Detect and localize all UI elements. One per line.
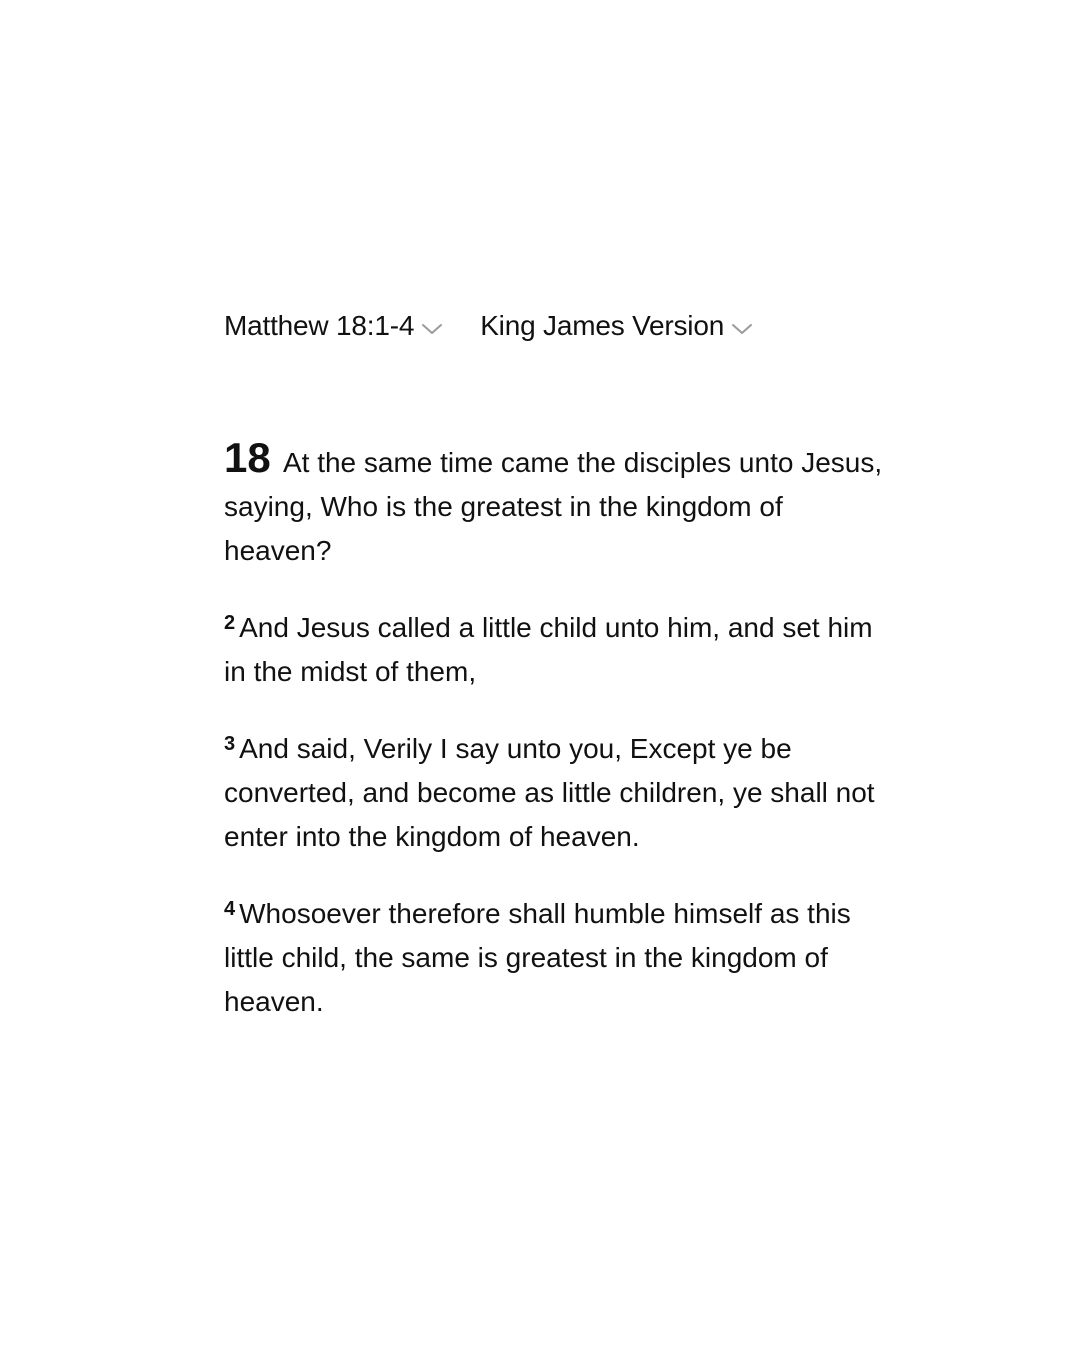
- reference-selector[interactable]: [224, 310, 444, 342]
- verse-number: 2: [224, 612, 236, 634]
- reference-label: Matthew 18:1-4: [224, 310, 415, 341]
- version-selector[interactable]: [480, 310, 754, 342]
- verse-4: [224, 887, 884, 1024]
- verse-text: At the same time came the disciples unto Jesus, saying, Who is the greatest in the kingdom of heaven?: [224, 447, 883, 566]
- verse-1: [224, 436, 884, 573]
- verse-2: [224, 601, 884, 694]
- passage-header: [224, 306, 754, 346]
- verse-number: 4: [224, 898, 236, 920]
- passage-text: [224, 436, 884, 1052]
- verse-3: [224, 722, 884, 859]
- version-label: King James Version: [480, 310, 725, 341]
- verse-number: 3: [224, 733, 236, 755]
- verse-text: And Jesus called a little child unto him, and set him in the midst of them,: [224, 612, 873, 687]
- chapter-number: 18: [224, 434, 271, 481]
- verse-text: And said, Verily I say unto you, Except ye be converted, and become as little children, ye shall not enter into the kingdom of heaven.: [224, 733, 875, 852]
- chevron-down-icon: [730, 321, 754, 337]
- chevron-down-icon: [420, 321, 444, 337]
- verse-text: Whosoever therefore shall humble himself as this little child, the same is greatest in the kingdom of heaven.: [224, 898, 851, 1017]
